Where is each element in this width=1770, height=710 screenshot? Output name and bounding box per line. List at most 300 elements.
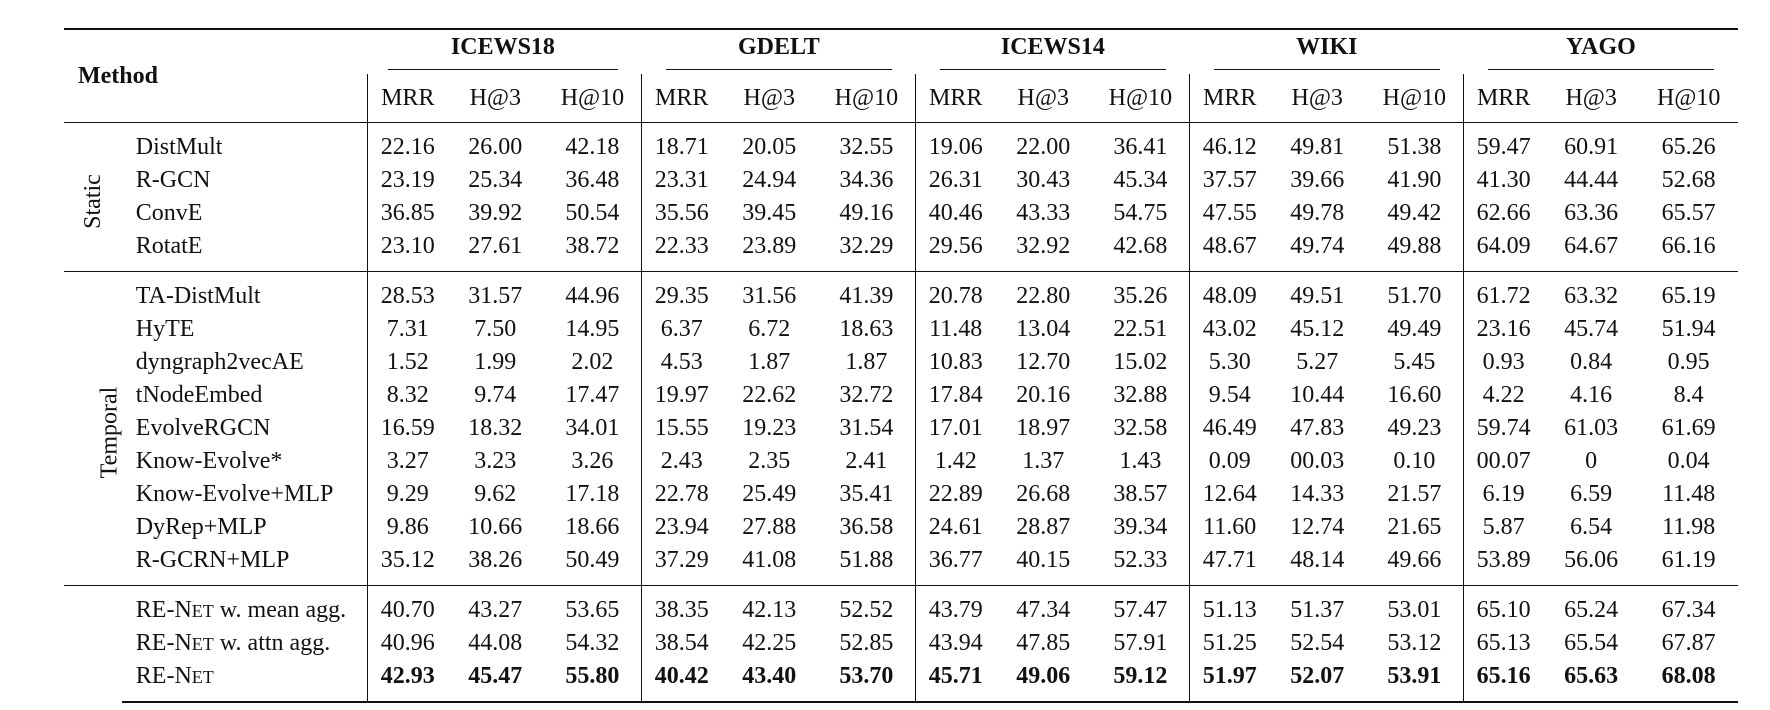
metric-value: 64.67 [1564,233,1619,259]
method-column-header: Method [64,29,368,123]
metric-value: 63.32 [1543,272,1639,314]
metric-value: 61.03 [1564,415,1619,441]
metric-value: 19.06 [916,123,995,165]
metric-value: 51.70 [1365,272,1463,314]
metric-value: 46.12 [1190,123,1269,165]
metric-header: MRR [1464,74,1543,123]
metric-value: 32.72 [839,382,894,408]
metric-header: H@10 [1656,84,1721,111]
method-name: HyTE [135,316,195,342]
metric-value: 9.74 [474,382,517,408]
metric-value: 35.12 [368,544,447,586]
metric-value: 24.61 [916,511,995,544]
metric-value: 15.02 [1113,349,1168,375]
metric-value: 6.72 [748,316,791,342]
metric-value: 49.06 [995,660,1091,702]
metric-value: 40.15 [1016,547,1071,573]
metric-value: 12.74 [1290,514,1345,540]
metric-value: 67.87 [1661,630,1716,656]
metric-value: 2.41 [845,448,888,474]
metric-value: 0 [1585,448,1598,474]
metric-value: 41.30 [1464,164,1543,197]
metric-value: 35.26 [1091,272,1189,314]
metric-value: 11.48 [916,313,995,346]
metric-value: 0.04 [1667,448,1710,474]
method-name: DistMult [122,123,368,165]
metric-value: 51.88 [839,547,894,573]
metric-value: 32.88 [1113,382,1168,408]
table-row [64,586,1738,628]
metric-value: 0.95 [1667,349,1710,375]
metric-value: 57.91 [1113,630,1168,656]
method-name [122,627,368,660]
metric-value: 62.66 [1464,197,1543,230]
metric-value: 5.27 [1296,349,1339,375]
metric-value: 10.44 [1290,382,1345,408]
metric-value: 21.65 [1387,514,1442,540]
table-row [64,230,1738,272]
metric-value: 35.41 [839,481,894,507]
metric-value: 22.51 [1113,316,1168,342]
metric-value: 4.16 [1570,382,1613,408]
metric-value: 6.54 [1570,514,1613,540]
metric-value: 60.91 [1543,123,1639,165]
metric-header: H@10 [1382,84,1447,111]
table-row [64,346,1738,379]
method-name: TA-DistMult [122,272,368,314]
metric-header: H@3 [1017,84,1069,111]
metric-value: 32.55 [817,123,916,165]
dataset-header [1464,29,1738,74]
metric-value: 12.64 [1190,478,1269,511]
metric-value: 18.66 [565,514,620,540]
metric-value: 52.07 [1269,660,1365,702]
metric-value: 52.33 [1113,547,1168,573]
metric-value: 5.30 [1190,346,1269,379]
metric-value: 8.4 [1673,382,1704,408]
metric-value: 53.12 [1387,630,1442,656]
metric-value: 42.93 [368,660,447,702]
metric-value: 47.85 [1016,630,1071,656]
metric-value: 11.48 [1662,481,1716,507]
metric-value: 26.68 [1016,481,1071,507]
metric-value: 25.49 [742,481,797,507]
metric-value: 30.43 [1016,167,1071,193]
metric-value: 63.36 [1564,200,1619,226]
metric-value: 49.66 [1387,547,1442,573]
metric-value: 1.87 [845,349,888,375]
category-label [64,272,122,586]
metric-value: 68.08 [1639,660,1738,702]
metric-value: 36.77 [916,544,995,586]
metric-value: 18.63 [839,316,894,342]
dataset-header-label: YAGO [1488,34,1714,70]
metric-value: 52.54 [1290,630,1345,656]
metric-value: 41.08 [742,547,797,573]
metric-value: 41.39 [817,272,916,314]
metric-value: 39.45 [742,200,797,226]
metric-value: 59.12 [1091,660,1189,702]
metric-value: 49.42 [1387,200,1442,226]
metric-value: 44.44 [1564,167,1619,193]
metric-header: H@3 [469,84,521,111]
table-row [64,660,1738,702]
metric-value: 3.26 [571,448,614,474]
metric-value: 6.37 [642,313,721,346]
metric-value: 0.10 [1393,448,1436,474]
metric-value: 9.86 [368,511,447,544]
table-row [64,313,1738,346]
metric-value: 9.29 [368,478,447,511]
metric-value: 3.23 [474,448,517,474]
metric-value: 26.31 [916,164,995,197]
metric-value: 22.80 [995,272,1091,314]
metric-value: 53.01 [1365,586,1463,628]
metric-value: 47.83 [1290,415,1345,441]
metric-value: 49.81 [1269,123,1365,165]
metric-value: 23.89 [742,233,797,259]
metric-value: 47.55 [1190,197,1269,230]
metric-value: 37.57 [1190,164,1269,197]
table-row [64,164,1738,197]
category-label [64,123,122,272]
metric-value: 49.49 [1387,316,1442,342]
metric-value: 65.16 [1464,660,1543,702]
metric-value: 18.71 [642,123,721,165]
metric-value: 43.94 [916,627,995,660]
metric-value: 29.56 [916,230,995,272]
metric-value: 34.36 [839,167,894,193]
method-name: Know-Evolve+MLP [135,481,334,507]
metric-value: 49.23 [1387,415,1442,441]
metric-value: 53.70 [817,660,916,702]
category-text: Static [79,173,106,229]
metric-value: 9.62 [474,481,517,507]
metric-value: 43.79 [916,586,995,628]
table-row [64,412,1738,445]
metric-value: 32.92 [1016,233,1071,259]
metric-value: 54.32 [565,630,620,656]
metric-header: H@10 [560,84,625,111]
dataset-header-label: ICEWS14 [940,34,1166,70]
metric-value: 17.18 [565,481,620,507]
metric-value: 51.97 [1190,660,1269,702]
metric-value: 48.14 [1290,547,1345,573]
metric-value: 32.58 [1113,415,1168,441]
metric-value: 28.87 [1016,514,1071,540]
dataset-header-label: ICEWS18 [388,34,618,70]
method-name [122,586,368,628]
metric-value: 45.74 [1564,316,1619,342]
metric-value: 65.13 [1464,627,1543,660]
metric-value: 64.09 [1464,230,1543,272]
metric-value: 52.85 [839,630,894,656]
metric-value: 56.06 [1564,547,1619,573]
header-dataset-row [64,29,1738,74]
metric-value: 47.34 [995,586,1091,628]
table-row [64,627,1738,660]
method-name: DyRep+MLP [135,514,267,540]
method-name-smallcaps: ET [191,601,214,621]
metric-value: 8.32 [368,379,447,412]
metric-value: 52.68 [1661,167,1716,193]
method-name-prefix: RE-N [135,663,192,689]
metric-value: 50.49 [565,547,620,573]
metric-value: 46.49 [1190,412,1269,445]
metric-value: 4.22 [1464,379,1543,412]
metric-header: H@10 [834,84,899,111]
metric-value: 17.84 [916,379,995,412]
metric-value: 12.70 [1016,349,1071,375]
method-name: EvolveRGCN [135,415,271,441]
metric-value: 65.19 [1639,272,1738,314]
metric-value: 16.59 [368,412,447,445]
metric-value: 53.91 [1365,660,1463,702]
metric-value: 9.54 [1190,379,1269,412]
table-row [64,544,1738,586]
metric-header: H@3 [1291,84,1343,111]
metric-value: 59.47 [1464,123,1543,165]
metric-value: 6.19 [1464,478,1543,511]
method-name: tNodeEmbed [135,382,263,408]
dataset-header-label: GDELT [666,34,892,70]
metric-value: 22.62 [742,382,797,408]
metric-value: 49.51 [1269,272,1365,314]
method-name: dyngraph2vecAE [135,349,304,375]
metric-value: 61.19 [1661,547,1716,573]
metric-value: 24.94 [742,167,797,193]
metric-value: 3.27 [368,445,447,478]
metric-header: H@3 [743,84,795,111]
metric-value: 48.67 [1190,230,1269,272]
metric-value: 40.42 [642,660,721,702]
metric-value: 51.25 [1190,627,1269,660]
method-name: R-GCRN+MLP [135,547,290,573]
table-row [64,123,1738,165]
metric-value: 43.27 [447,586,543,628]
method-name: RotatE [135,233,203,259]
metric-value: 51.37 [1269,586,1365,628]
method-name-suffix: w. mean agg. [213,597,347,623]
metric-value: 1.42 [916,445,995,478]
metric-value: 51.13 [1190,586,1269,628]
method-name: Know-Evolve* [135,448,283,474]
table-row [64,445,1738,478]
metric-value: 61.69 [1661,415,1716,441]
metric-header: H@10 [1108,84,1173,111]
metric-header: MRR [1190,74,1269,123]
method-name-smallcaps: ET [191,667,214,687]
dataset-header [368,29,642,74]
metric-value: 49.74 [1290,233,1345,259]
metric-value: 1.43 [1119,448,1162,474]
metric-value: 22.78 [642,478,721,511]
metric-value: 47.71 [1190,544,1269,586]
metric-value: 44.08 [468,630,523,656]
metric-value: 51.38 [1365,123,1463,165]
metric-value: 42.18 [543,123,641,165]
metric-value: 61.72 [1464,272,1543,314]
metric-header: MRR [642,74,721,123]
metric-value: 38.26 [468,547,523,573]
metric-value: 13.04 [1016,316,1071,342]
method-name [122,660,368,702]
metric-value: 51.94 [1661,316,1716,342]
metric-value: 44.96 [543,272,641,314]
metric-value: 25.34 [468,167,523,193]
metric-value: 40.70 [368,586,447,628]
metric-value: 34.01 [565,415,620,441]
metric-value: 18.32 [468,415,523,441]
metric-value: 27.61 [468,233,523,259]
metric-value: 57.47 [1091,586,1189,628]
metric-value: 22.16 [368,123,447,165]
metric-value: 42.68 [1113,233,1168,259]
table-row [64,197,1738,230]
method-name-suffix: w. attn agg. [213,630,331,656]
dataset-header [1190,29,1464,74]
method-name: R-GCN [135,167,211,193]
metric-value: 42.13 [721,586,817,628]
metric-header: MRR [368,74,447,123]
metric-value: 45.34 [1113,167,1168,193]
metric-value: 14.95 [565,316,620,342]
metric-value: 43.02 [1190,313,1269,346]
dataset-header-label: WIKI [1214,34,1440,70]
metric-value: 45.47 [447,660,543,702]
metric-value: 2.02 [571,349,614,375]
metric-value: 39.34 [1113,514,1168,540]
metric-value: 43.40 [721,660,817,702]
metric-value: 41.90 [1387,167,1442,193]
table-row [64,511,1738,544]
metric-value: 1.87 [748,349,791,375]
metric-value: 36.85 [368,197,447,230]
metric-value: 1.99 [474,349,517,375]
metric-value: 65.54 [1564,630,1619,656]
metric-value: 52.52 [817,586,916,628]
metric-value: 14.33 [1290,481,1345,507]
metric-value: 23.19 [368,164,447,197]
metric-value: 5.45 [1393,349,1436,375]
table-row [64,272,1738,314]
metric-value: 31.56 [721,272,817,314]
metric-value: 36.41 [1091,123,1189,165]
metric-value: 39.92 [468,200,523,226]
table-row [64,478,1738,511]
metric-value: 48.09 [1190,272,1269,314]
metric-value: 0.84 [1570,349,1613,375]
method-name-smallcaps: ET [191,634,214,654]
metric-value: 65.24 [1543,586,1639,628]
results-table-container [64,28,1738,703]
metric-value: 45.71 [916,660,995,702]
metric-value: 11.60 [1190,511,1269,544]
metric-value: 31.54 [839,415,894,441]
metric-value: 20.78 [916,272,995,314]
metric-value: 35.56 [642,197,721,230]
metric-value: 20.05 [721,123,817,165]
metric-value: 55.80 [543,660,641,702]
metric-value: 4.53 [642,346,721,379]
metric-value: 49.16 [839,200,894,226]
metric-value: 29.35 [642,272,721,314]
metric-value: 19.97 [642,379,721,412]
metric-value: 6.59 [1570,481,1613,507]
metric-value: 38.72 [565,233,620,259]
metric-value: 45.12 [1290,316,1345,342]
metric-header: MRR [916,74,995,123]
metric-value: 21.57 [1387,481,1442,507]
metric-value: 66.16 [1661,233,1716,259]
method-name: ConvE [135,200,203,226]
metric-value: 17.47 [565,382,620,408]
metric-value: 38.57 [1113,481,1168,507]
metric-value: 38.35 [642,586,721,628]
metric-header: H@3 [1565,84,1617,111]
metric-value: 16.60 [1387,382,1442,408]
metric-value: 2.43 [642,445,721,478]
method-name-prefix: RE-N [135,597,192,623]
metric-value: 10.66 [468,514,523,540]
metric-value: 22.33 [642,230,721,272]
metric-value: 31.57 [447,272,543,314]
metric-value: 7.50 [474,316,517,342]
metric-value: 26.00 [447,123,543,165]
metric-value: 49.78 [1290,200,1345,226]
metric-value: 36.48 [565,167,620,193]
metric-value: 1.37 [1022,448,1065,474]
metric-value: 59.74 [1464,412,1543,445]
metric-value: 19.23 [742,415,797,441]
metric-value: 22.89 [916,478,995,511]
metric-value: 28.53 [368,272,447,314]
metric-value: 54.75 [1113,200,1168,226]
metric-value: 43.33 [1016,200,1071,226]
metric-value: 00.07 [1464,445,1543,478]
metric-value: 5.87 [1464,511,1543,544]
metric-value: 67.34 [1639,586,1738,628]
dataset-header [642,29,916,74]
metric-value: 40.96 [368,627,447,660]
metric-value: 53.65 [543,586,641,628]
metric-value: 20.16 [1016,382,1071,408]
metric-value: 15.55 [642,412,721,445]
metric-value: 17.01 [916,412,995,445]
metric-value: 7.31 [368,313,447,346]
category-text: Temporal [96,386,123,479]
metric-value: 23.31 [642,164,721,197]
metric-value: 10.83 [916,346,995,379]
metric-value: 22.00 [995,123,1091,165]
metric-value: 23.16 [1464,313,1543,346]
metric-value: 40.46 [916,197,995,230]
metric-value: 38.54 [642,627,721,660]
metric-value: 32.29 [839,233,894,259]
results-table [64,28,1738,703]
metric-value: 37.29 [642,544,721,586]
metric-value: 23.94 [642,511,721,544]
metric-value: 65.63 [1543,660,1639,702]
category-label [64,586,122,703]
metric-value: 53.89 [1464,544,1543,586]
metric-value: 65.10 [1464,586,1543,628]
metric-value: 11.98 [1662,514,1716,540]
dataset-header [916,29,1190,74]
metric-value: 65.57 [1661,200,1716,226]
metric-value: 0.93 [1464,346,1543,379]
metric-value: 2.35 [748,448,791,474]
